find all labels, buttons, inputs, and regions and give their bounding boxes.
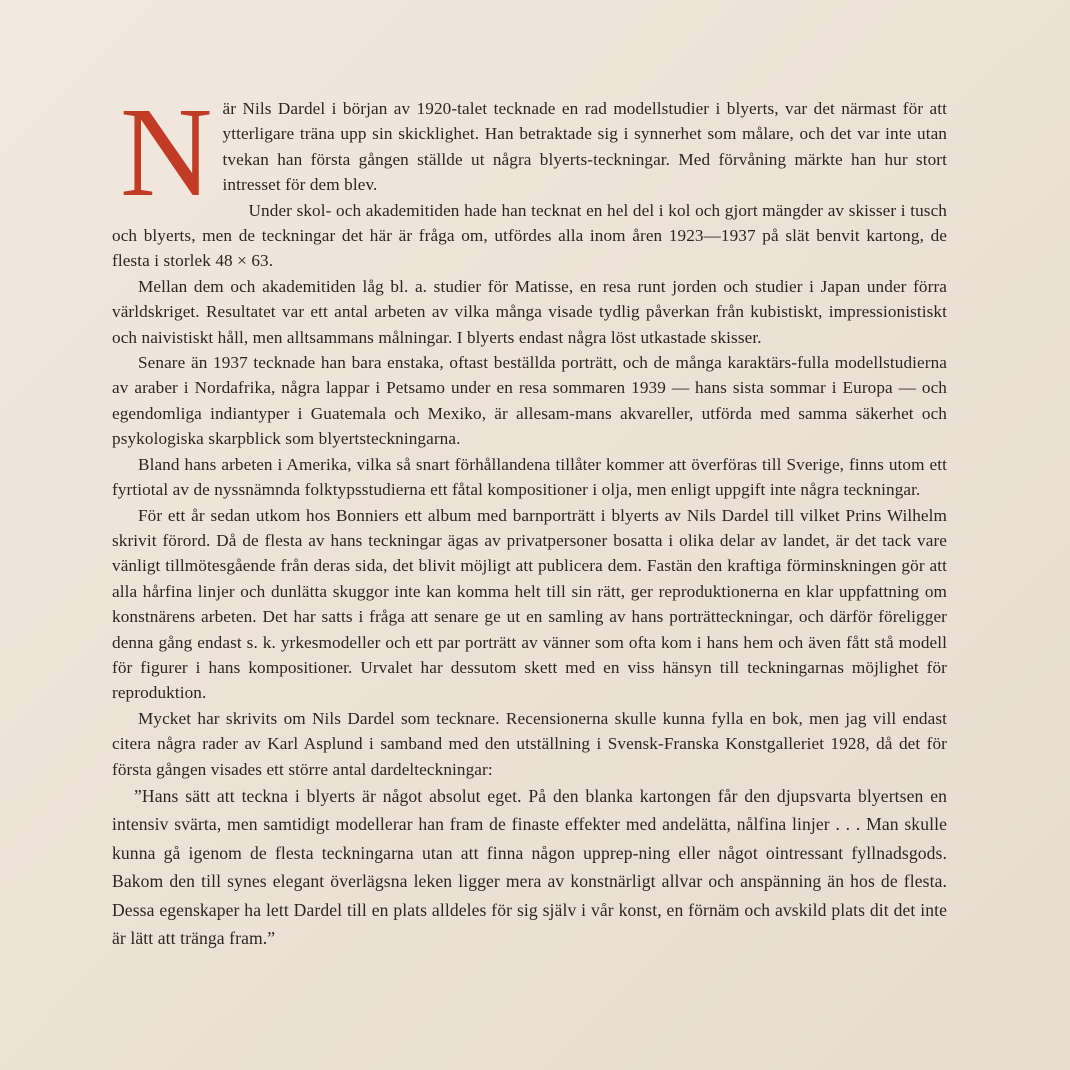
paragraph-1-text: är Nils Dardel i början av 1920-talet tecknade en rad modellstudier i blyerts, var det närmast för att ytterligare träna upp sin skicklighet. Han betraktade sig i synnerhet som målare, och det var inte utan tvekan han första gången ställde ut några blyerts-teckningar. Med förvåning märkte han hur stort intresset för dem blev. bbox=[222, 99, 947, 195]
paragraph-7: Mycket har skrivits om Nils Dardel som tecknare. Recensionerna skulle kunna fylla en bok, men jag vill endast citera några rader av Karl Asplund i samband med den utställning i Svensk-Franska Konstgalleriet 1928, då det för första gången visades ett större antal dardelteckningar: bbox=[112, 708, 947, 779]
paragraph-3: Mellan dem och akademitiden låg bl. a. studier för Matisse, en resa runt jorden och studier i Japan under förra världskriget. Resultatet var ett antal arbeten av vilka många visade tydlig påverkan från kubistiskt, impressionistiskt och naivistiskt håll, men alltsammans målningar. I blyerts endast några löst utkastade skisser. bbox=[112, 276, 947, 347]
paragraph-2: Under skol- och akademitiden hade han tecknat en hel del i kol och gjort mängder av skisser i tusch och blyerts, men de teckningar det här är fråga om, utfördes alla inom åren 1923—1937 på slät benvit kartong, de flesta i storlek 48 × 63. bbox=[112, 200, 947, 271]
paragraph-5: Bland hans arbeten i Amerika, vilka så snart förhållandena tillåter kommer att överföras till Sverige, finns utom ett fyrtiotal av de nyssnämnda folktypsstudierna ett fåtal kompositioner i olja, men enligt uppgift inte några teckningar. bbox=[112, 454, 947, 500]
drop-cap-letter: N bbox=[120, 81, 213, 223]
quotation: ”Hans sätt att teckna i blyerts är något absolut eget. På den blanka kartongen får den djupsvarta blyertsen en intensiv svärta, men samtidigt modellerar han fram de finaste effekter med andelätta, nålfina linjer . . . Man skulle kunna gå igenom de flesta teckningarna utan att finna någon upprep-ning eller något ointressant fyllnadsgods. Bakom den till synes elegant överlägsna leken ligger mera av konstnärligt allvar och anspänning än hos de flesta. Dessa egenskaper ha lett Dardel till en plats alldeles för sig själv i vår konst, en förnäm och avskild plats dit det inte är lätt att tränga fram.” bbox=[112, 785, 947, 948]
paragraph-6: För ett år sedan utkom hos Bonniers ett album med barnporträtt i blyerts av Nils Dardel till vilket Prins Wilhelm skrivit förord. Då de flesta av hans teckningar ägas av privatpersoner bosatta i olika delar av landet, är det tack vare vänligt tillmötesgående från deras sida, det blivit möjligt att publicera dem. Fastän den kraftiga förminskningen gör att alla hårfina linjer och dunlätta skuggor inte kan komma helt till sin rätt, ger reproduktionerna en klar uppfattning om konstnärens arbeten. Det har satts i fråga att senare ge ut en samling av hans porträtteckningar, och därför föreligger denna gång endast s. k. yrkesmodeller och ett par porträtt av vänner som ofta kom i hans hem och även fått stå modell för figurer i hans kompositioner. Urvalet har dessutom skett med en viss hänsyn till teckningarnas möjlighet för reproduktion. bbox=[112, 505, 947, 703]
paragraph-1 bbox=[112, 81, 947, 223]
paragraph-4: Senare än 1937 tecknade han bara enstaka, oftast beställda porträtt, och de många karaktärs-fulla modellstudierna av araber i Nordafrika, några lappar i Petsamo under en resa sommaren 1939 — hans sista sommar i Europa — och egendomliga indiantyper i Guatemala och Mexiko, är allesam-mans akvareller, utförda med samma säkerhet och psykologiska skarpblick som blyertsteckningarna. bbox=[112, 353, 947, 449]
body-text bbox=[112, 81, 947, 952]
